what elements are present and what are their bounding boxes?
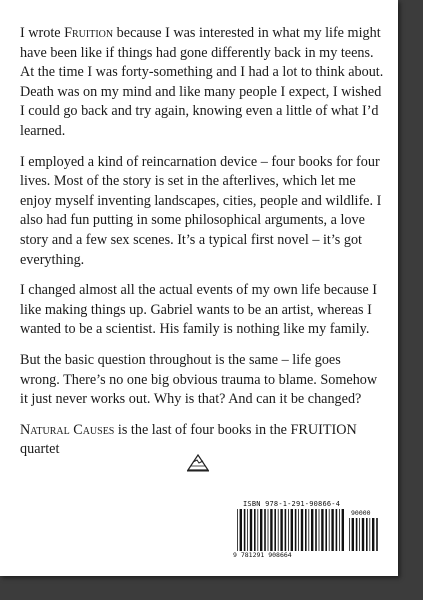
blurb-text	[20, 24, 384, 471]
isbn-label: ISBN 978-1-291-90866-4	[243, 500, 341, 508]
isbn-barcode	[233, 500, 381, 562]
barcode-bars	[237, 509, 345, 551]
paragraph-5: Natural Causes is the last of four books in the FRUITION quartet	[20, 421, 357, 458]
paragraph-1: I wrote Fruition because I was interested in what my life might have been like if things had gone differently back in my teens. At the time I was forty-something and I had a lot to think about. Death was on my mind and like many people I expect, I wished I could go back and try again, knowing even a little of what I’d learned.	[20, 25, 384, 139]
title-fruition: Fruition	[64, 25, 114, 41]
price-code: 90000	[351, 509, 371, 517]
paragraph-4: But the basic question throughout is the same – life goes wrong. There’s no one big obvious trauma to blame. Somehow it just never works out. Why is that? And can it be changed?	[20, 351, 378, 408]
barcode-digits: 9 781291 908664	[233, 551, 292, 559]
mountain-logo-icon	[186, 452, 210, 472]
paragraph-2: I employed a kind of reincarnation device – four books for four lives. Most of the story is set in the afterlives, which let me enjoy myself inventing landscapes, cities, people and wildlife. I also had fun putting in some philosophical arguments, a love story and a few sex scenes. It’s a typical first novel – it’s got everything.	[20, 153, 382, 268]
price-bars	[349, 518, 379, 551]
paragraph-3: I changed almost all the actual events of my own life because I like making things up. Gabriel wants to be an artist, whereas I wanted to be a scientist. His family is nothing like my family.	[20, 282, 377, 338]
title-natural-causes: Natural Causes	[20, 421, 115, 438]
